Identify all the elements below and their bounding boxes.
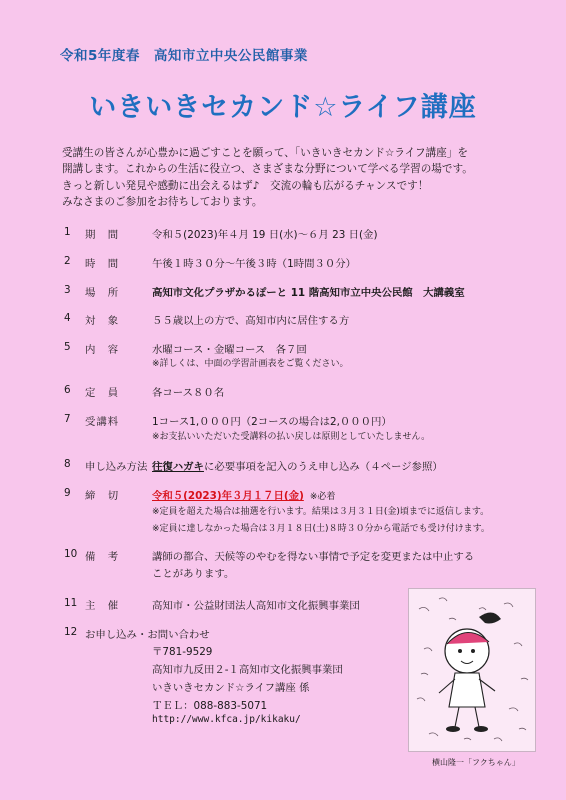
must-arrive-note: ※必着 (309, 492, 336, 502)
item-value: 午後１時３０分～午後３時（1時間３０分） (152, 258, 357, 270)
item-value: 各コース８０名 (152, 387, 225, 399)
item-number: 8 (64, 458, 71, 470)
item-number: 3 (64, 284, 71, 296)
item-number: 7 (64, 413, 71, 425)
item-label: 対 象 (85, 315, 120, 327)
item-label: 内 容 (85, 344, 120, 356)
item-value: 講師の都合、天候等のやむを得ない事情で予定を変更または中止する (152, 551, 475, 563)
intro-paragraph (62, 145, 532, 210)
fukuchan-drawing (409, 589, 535, 751)
item-number: 1 (64, 226, 71, 238)
item-number: 9 (64, 487, 71, 499)
item-number: 11 (64, 597, 78, 609)
item-note: ※定員を超えた場合は抽選を行います。結果は３月３１日(金)頃までに返信します。 (152, 507, 490, 517)
item-note: ※定員に達しなかった場合は３月１８日(土)８時３０分から電話でも受け付けます。 (152, 524, 490, 534)
item-value: 1コース1,０００円（2コースの場合は2,０００円） (152, 416, 392, 428)
item-note: ※詳しくは、中面の学習計画表をご覧ください。 (152, 359, 349, 369)
item-value: 高知市・公益財団法人高知市文化振興事業団 (152, 600, 360, 612)
postcard-emphasis: 往復ハガキ (152, 461, 204, 473)
item-value: 高知市文化プラザかるぽーと 11 階高知市立中央公民館 大講義室 (152, 287, 465, 299)
item-number: 10 (64, 548, 78, 560)
illustration-caption: 横山隆一「フクちゃん」 (432, 758, 520, 767)
fukuchan-illustration (408, 588, 536, 752)
item-value: 水曜コース・金曜コース 各７回 (152, 344, 307, 356)
item-number: 4 (64, 312, 71, 324)
deadline-date: 令和５(2023)年３月１７日(金) (152, 490, 304, 502)
item-label: 備 考 (85, 551, 120, 563)
contact-address: 高知市九反田２-１高知市文化振興事業団 (152, 664, 343, 676)
contact-tel: ＴＥＬ：088-883-5071 (152, 700, 268, 712)
page-title: いきいきセカンド☆ライフ講座 (89, 92, 477, 123)
item-number: 12 (64, 626, 78, 638)
item-value: に必要事項を記入のうえ申し込み（４ページ参照） (203, 461, 443, 473)
contact-office: いきいきセカンド☆ライフ講座 係 (152, 682, 310, 694)
item-number: 2 (64, 255, 71, 267)
intro-line: みなさまのご参加をお待ちしております。 (62, 195, 263, 208)
header-subtitle: 令和5年度春 高知市立中央公民館事業 (60, 48, 308, 64)
item-label: 申し込み方法 (85, 461, 148, 473)
item-number: 5 (64, 341, 71, 353)
contact-postal: 〒781-9529 (152, 646, 213, 658)
contact-url-link[interactable]: http://www.kfca.jp/kikaku/ (152, 714, 301, 725)
item-label: お申し込み・お問い合わせ (85, 629, 210, 641)
intro-line: 開講します。これからの生活に役立つ、さまざまな分野について学べる学習の場です。 (62, 163, 473, 176)
item-value: 令和５(2023)年４月 19 日(水)～６月 23 日(金) (152, 229, 378, 241)
item-value-line2: ことがあります。 (152, 568, 235, 580)
intro-line: 受講生の皆さんが心豊かに過ごすことを願って、「いきいきセカンド☆ライフ講座」を (62, 147, 468, 159)
item-label: 主 催 (85, 600, 120, 612)
intro-line: きっと新しい発見や感動に出会えるはず♪ 交流の輪も広がるチャンスです！ (62, 179, 429, 192)
item-number: 6 (64, 384, 71, 396)
item-value: ５５歳以上の方で、高知市内に居住する方 (152, 315, 350, 327)
item-label: 時 間 (85, 258, 120, 270)
item-label: 場 所 (85, 287, 120, 299)
item-label: 期 間 (85, 229, 120, 241)
item-label: 締 切 (85, 490, 120, 502)
item-label: 受講料 (85, 416, 120, 428)
item-note: ※お支払いいただいた受講料の払い戻しは原則としていたしません。 (152, 432, 431, 442)
item-label: 定 員 (85, 387, 120, 399)
